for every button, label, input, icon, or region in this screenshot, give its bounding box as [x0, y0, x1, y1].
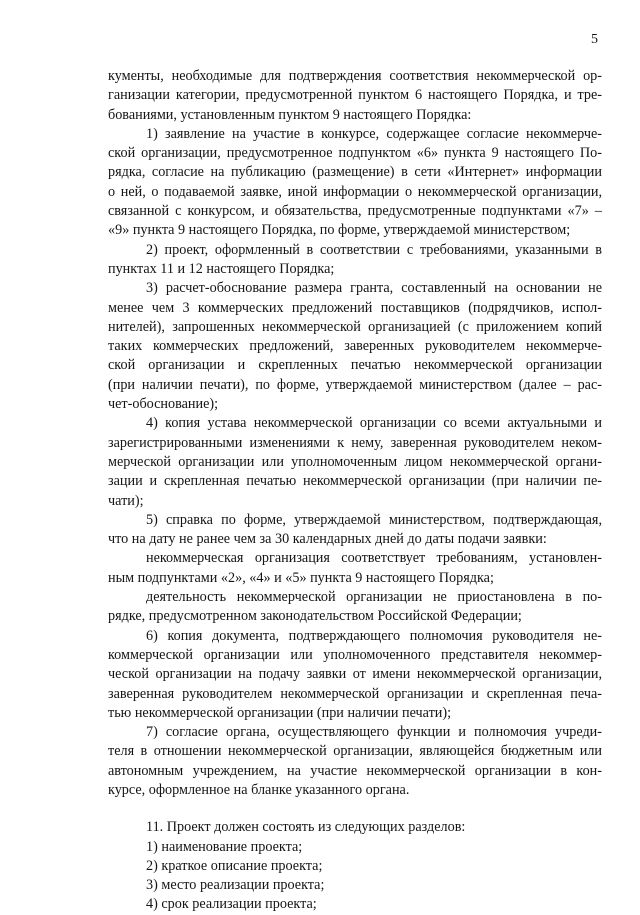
text-line: ской организации и скрепленных печатью некоммерческой организации	[108, 357, 602, 374]
text-line: о ней, о подаваемой заявке, иной информации о некоммерческой организации,	[108, 183, 602, 200]
text-line: 2) краткое описание проекта;	[146, 857, 323, 874]
text-line: зации и скрепленная печатью некоммерческой организации (при наличии пе-	[108, 473, 602, 490]
paragraph-gap	[108, 800, 602, 818]
text-line: связанной с конкурсом, и обязательства, предусмотренные подпунктами «7» –	[108, 203, 602, 220]
text-line: зарегистрированными изменениями к нему, заверенная руководителем неком-	[108, 434, 602, 451]
text-line: заверенная руководителем некоммерческой организации и скрепленная печа-	[108, 685, 602, 702]
text-line: нителей), запрошенных некоммерческой организацией (с приложением копий	[108, 318, 602, 335]
text-line: ным подпунктами «2», «4» и «5» пункта 9 настоящего Порядка;	[108, 569, 494, 586]
text-line: «9» пункта 9 настоящего Порядка, по форме, утверждаемой министерством;	[108, 222, 571, 239]
text-line: чет-обоснование);	[108, 396, 219, 413]
text-line: 4) срок реализации проекта;	[146, 896, 317, 913]
text-line: кументы, необходимые для подтверждения соответствия некоммерческой ор-	[108, 68, 602, 84]
text-line: ской организации, предусмотренное подпунктом «6» пункта 9 настоящего По-	[108, 145, 602, 162]
text-line: 2) проект, оформленный в соответствии с требованиями, указанными в	[146, 241, 602, 258]
text-line: 4) копия устава некоммерческой организации со всеми актуальными и	[146, 415, 602, 432]
text-line: чати);	[108, 492, 144, 509]
text-line: 11. Проект должен состоять из следующих разделов:	[146, 819, 466, 836]
text-line: 1) заявление на участие в конкурсе, содержащее согласие некоммерче-	[146, 125, 602, 142]
text-line: ганизации категории, предусмотренной пунктом 6 настоящего Порядка, и тре-	[108, 87, 602, 104]
text-line: что на дату не ранее чем за 30 календарных дней до даты подачи заявки:	[108, 531, 547, 548]
text-line: теля в отношении некоммерческой организации, являющейся бюджетным или	[108, 743, 602, 760]
text-line: рядке, предусмотренном законодательством Российской Федерации;	[108, 608, 522, 625]
text-line: 5) справка по форме, утверждаемой министерством, подтверждающая,	[146, 511, 602, 528]
text-line: тью некоммерческой организации (при наличии печати);	[108, 704, 452, 721]
text-line: 3) расчет-обоснование размера гранта, составленный на основании не	[146, 280, 602, 297]
text-line: курсе, оформленное на бланке указанного органа.	[108, 781, 410, 798]
text-line: таких коммерческих предложений, заверенных руководителем некоммерче-	[108, 338, 602, 355]
text-line: 3) место реализации проекта;	[146, 877, 325, 894]
text-line: автономным учреждением, на участие некоммерческой организации в кон-	[108, 762, 602, 779]
text-line: ческой организации на подачу заявки от имени некоммерческой организации,	[108, 666, 602, 683]
text-line: рядка, согласие на публикацию (размещение) в сети «Интернет» информации	[108, 164, 602, 181]
text-line: мерческой организации или уполномоченным лицом некоммерческой органи-	[108, 453, 602, 470]
text-line: менее чем 3 коммерческих предложений поставщиков (подрядчиков, испол-	[108, 299, 602, 316]
text-line: деятельность некоммерческой организации не приостановлена в по-	[146, 589, 602, 606]
document-body	[108, 67, 602, 915]
text-line: 6) копия документа, подтверждающего полномочия руководителя не-	[146, 627, 602, 644]
text-line: некоммерческая организация соответствует требованиям, установлен-	[146, 550, 602, 567]
text-line: бованиями, установленным пунктом 9 настоящего Порядка:	[108, 106, 472, 123]
text-line: коммерческой организации или уполномоченного представителя некоммер-	[108, 646, 602, 663]
text-line: (при наличии печати), по форме, утверждаемой министерством (далее – рас-	[108, 376, 602, 393]
text-line: 1) наименование проекта;	[146, 838, 303, 855]
page-number: 5	[591, 32, 598, 47]
text-line: пунктах 11 и 12 настоящего Порядка;	[108, 260, 335, 277]
text-line: 7) согласие органа, осуществляющего функции и полномочия учреди-	[146, 724, 602, 741]
